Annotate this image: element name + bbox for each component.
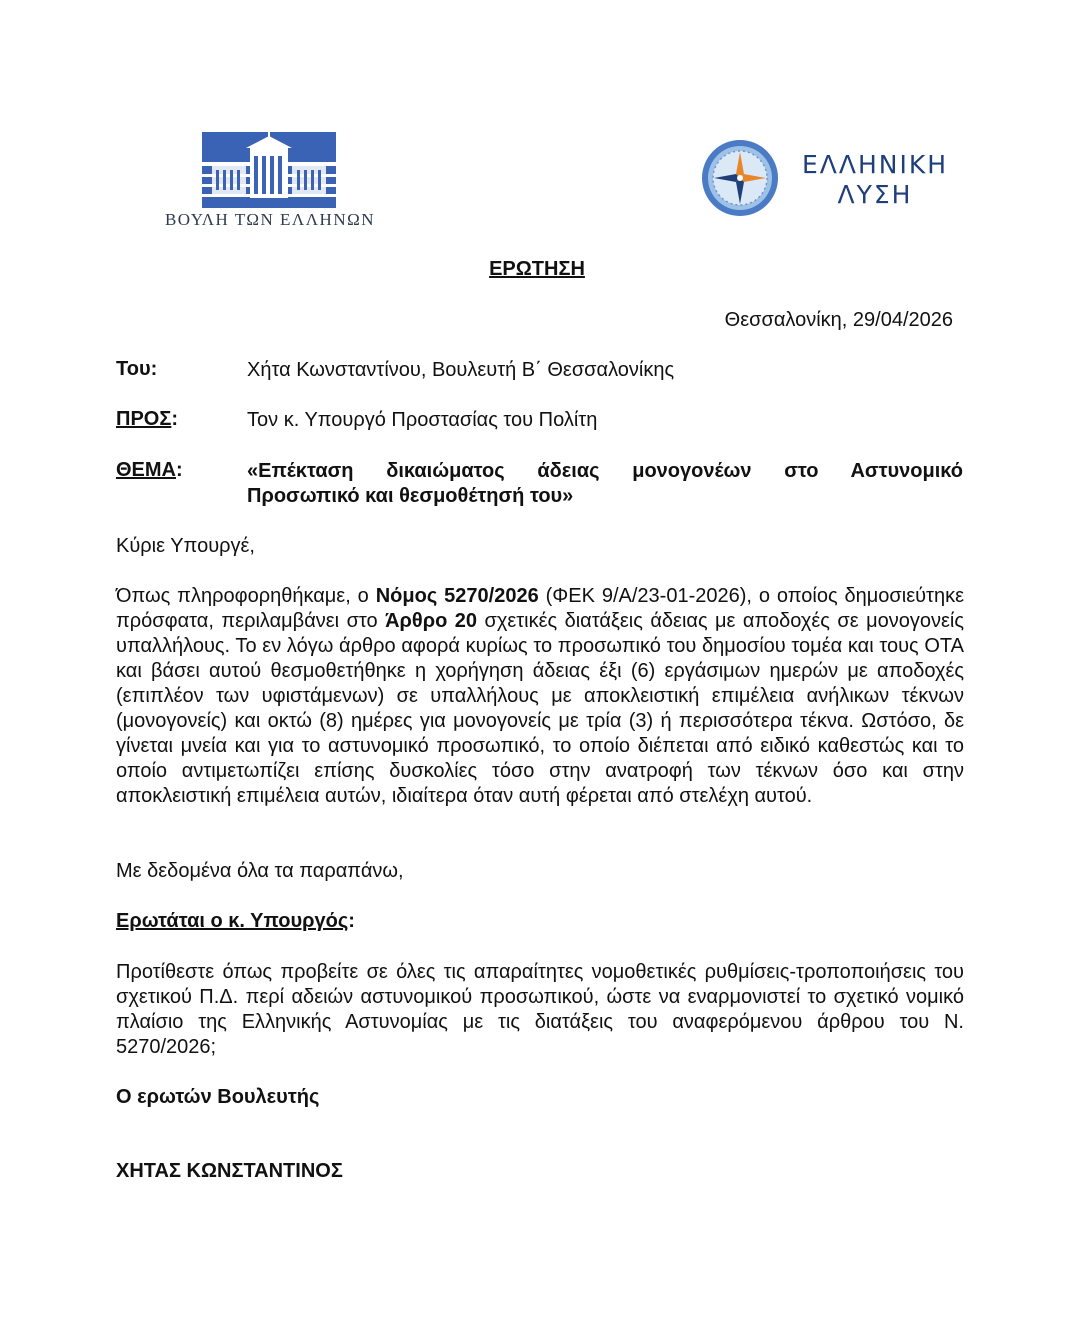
body-paragraph-2: Με δεδομένα όλα τα παραπάνω, [116, 860, 404, 882]
compass-emblem-icon [700, 138, 780, 218]
subject-line2: Προσωπικό και θεσμοθέτησή του» [247, 485, 574, 507]
question-label [116, 909, 964, 934]
parliament-logo [150, 132, 390, 232]
body-paragraph-1 [116, 584, 964, 809]
to-label-text: ΠΡΟΣ [116, 408, 172, 430]
parliament-caption: ΒΟΥΛΗ ΤΩΝ ΕΛΛΗΝΩΝ [164, 210, 376, 229]
law-reference: Νόμος 5270/2026 [375, 585, 539, 607]
party-logo [700, 138, 960, 224]
signature-role: Ο ερωτών Βουλευτής [116, 1086, 320, 1108]
question-label-text: Ερωτάται ο κ. Υπουργός [116, 910, 349, 932]
party-name-line1: ΕΛΛΗΝΙΚΗ [801, 150, 949, 179]
subject-label-text: ΘΕΜΑ [116, 459, 176, 481]
signature-name: ΧΗΤΑΣ ΚΩΝΣΤΑΝΤΙΝΟΣ [116, 1160, 343, 1182]
party-wordmark [790, 150, 960, 210]
salutation: Κύριε Υπουργέ, [116, 535, 255, 557]
from-label: Του: [116, 358, 158, 380]
subject-label-colon: : [176, 459, 183, 481]
from-value: Χήτα Κωνσταντίνου, Βουλευτή Β΄ Θεσσαλονίκης [247, 359, 675, 381]
subject-label [116, 459, 183, 482]
article-reference: Άρθρο 20 [385, 610, 478, 632]
subject-line1: «Επέκταση δικαιώματος άδειας μονογονέων στο Αστυνομικό [247, 460, 963, 482]
parliament-building-icon [202, 132, 336, 208]
body-p1-part2: (ΦΕΚ 9/Α/23-01-2026), ο οποίος δημοσιεύτηκε πρόσφατα, περιλαμβάνει στο [116, 585, 964, 632]
question-label-colon: : [348, 910, 355, 932]
place-date: Θεσσαλονίκη, 29/04/2026 [724, 309, 953, 331]
document-heading: ΕΡΩΤΗΣΗ [489, 258, 585, 280]
party-name-line2: ΛΥΣΗ [837, 180, 913, 209]
subject-value [247, 459, 963, 509]
body-p1-part1: Όπως πληροφορηθήκαμε, ο [116, 585, 376, 607]
to-label [116, 408, 178, 431]
question-text: Προτίθεστε όπως προβείτε σε όλες τις απαραίτητες νομοθετικές ρυθμίσεις-τροποποιήσεις του σχετικού Π.Δ. περί αδειών αστυνομικού προσωπικού, ώστε να εναρμονιστεί το σχετικό νομικό πλαίσιο της Ελληνικής Αστυνομίας με τις διατάξεις του αναφερόμενου άρθρου του Ν. 5270/2026; [116, 961, 964, 1058]
to-label-colon: : [171, 408, 179, 430]
body-p1-part3: σχετικές διατάξεις άδειας με αποδοχές σε μονογονείς υπαλλήλους. Το εν λόγω άρθρο αφορά κυρίως το προσωπικό του δημοσίου τομέα και τους ΟΤΑ και βάσει αυτού θεσμοθετήθηκε η χορήγηση άδειας έξι (6) εργάσιμων ημερών με αποδοχές (επιπλέον των υφιστάμενων) σε υπαλλήλους με αποκλειστική επιμέλεια ανήλικων τέκνων (μονογονείς) και οκτώ (8) ημέρες για μονογονείς με τρία (3) ή περισσότερα τέκνα. Ωστόσο, δε γίνεται μνεία και για το αστυνομικό προσωπικό, το οποίο διέπεται από ειδικό καθεστώς και το οποίο αντιμετωπίζει επίσης δυσκολίες τόσο στην ανατροφή των τέκνων όσο και στην αποκλειστική επιμέλεια αυτών, ιδιαίτερα όταν αυτή φέρεται από στελέχη αυτού. [116, 610, 964, 807]
to-value: Τον κ. Υπουργό Προστασίας του Πολίτη [247, 409, 598, 431]
